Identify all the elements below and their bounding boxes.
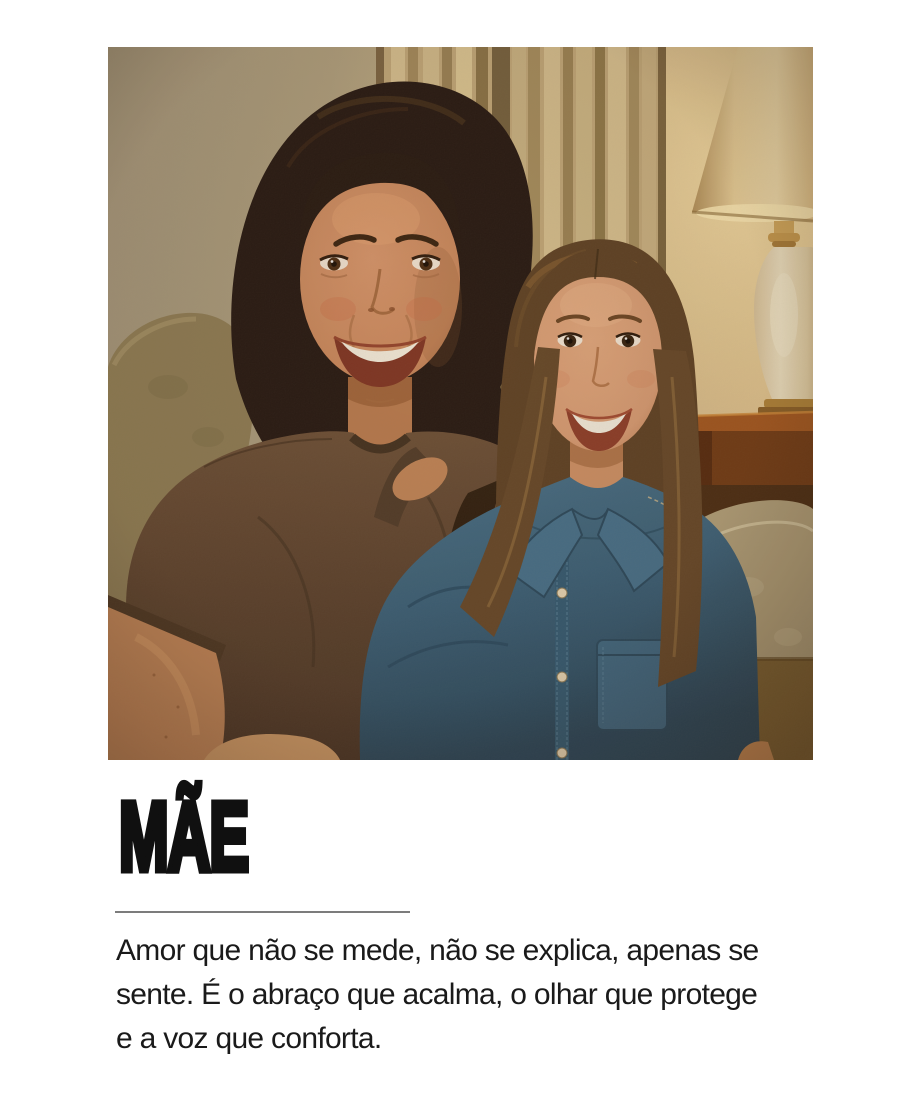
caption-line-3: e a voz que conforta. (116, 1022, 382, 1055)
caption-line-1: Amor que não se mede, não se explica, apenas se (116, 934, 759, 967)
page-title (119, 782, 329, 891)
caption-line-2: sente. É o abraço que acalma, o olhar que protege (116, 978, 758, 1011)
photo-illustration (108, 47, 813, 760)
family-photo (108, 47, 813, 760)
divider-line (115, 911, 410, 913)
caption-paragraph (116, 929, 836, 1061)
title-text: MÃE (119, 782, 248, 891)
film-grain-overlay (108, 47, 813, 760)
